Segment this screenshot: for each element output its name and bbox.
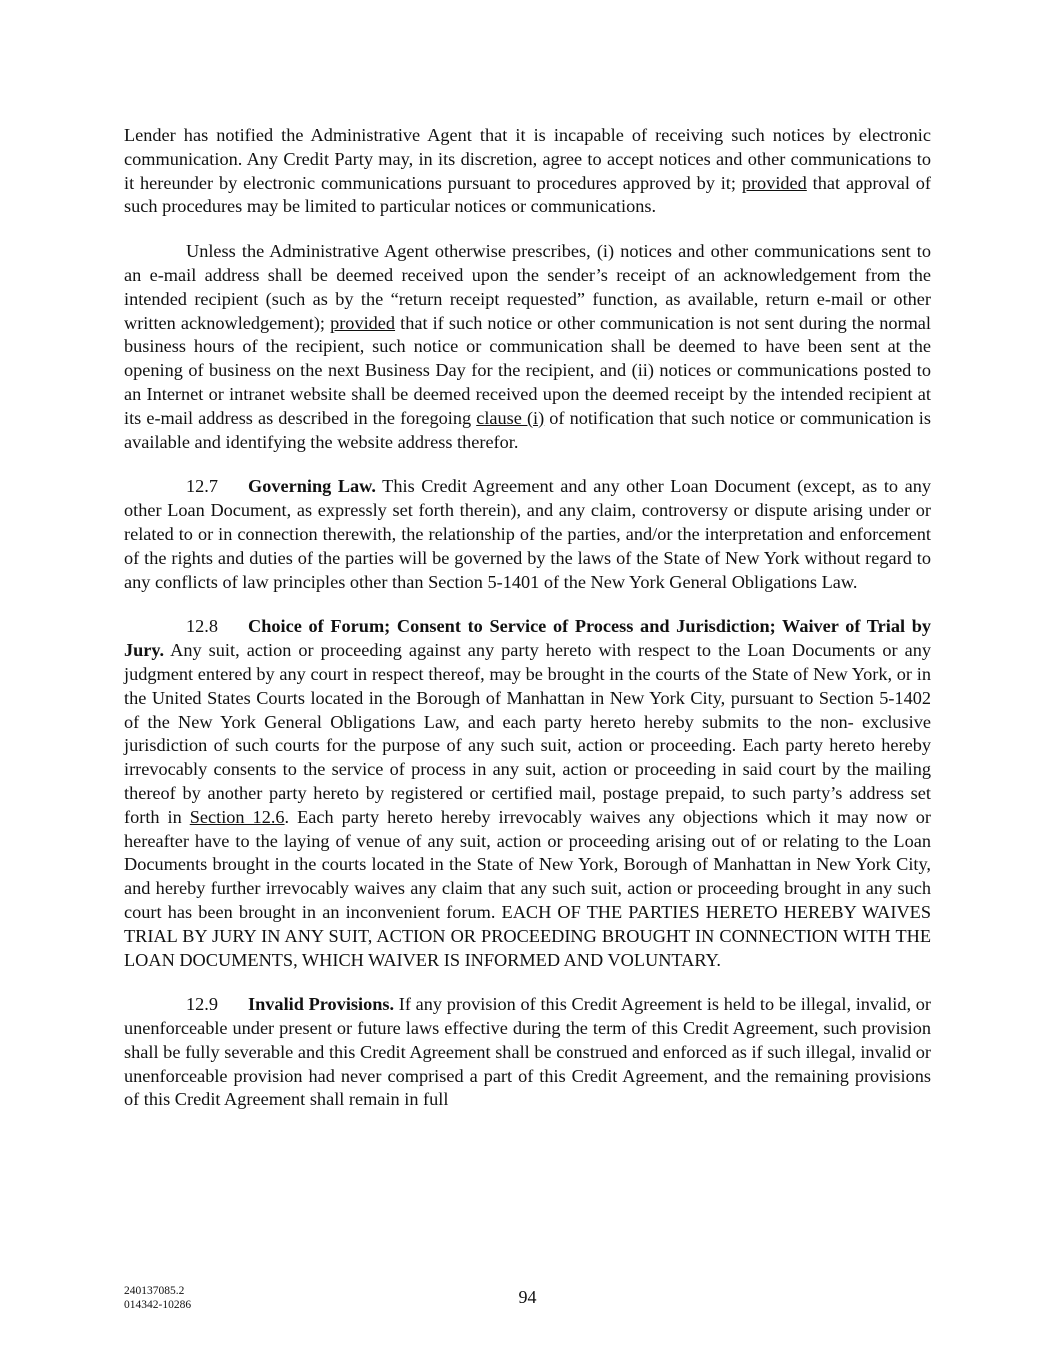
section-number: 12.9 <box>186 994 218 1015</box>
document-page <box>124 124 931 1133</box>
section-number: 12.7 <box>186 476 218 497</box>
section-12-9 <box>124 993 931 1112</box>
section-heading: Invalid Provisions. <box>248 994 395 1015</box>
paragraph-text: that approval of such procedures may be limited to particular notices or communications. <box>124 172 931 217</box>
provided-term: provided <box>741 172 807 193</box>
section-reference: Section 12.6 <box>189 806 285 827</box>
section-heading: Governing Law. <box>248 476 376 497</box>
paragraph-text: Lender has notified the Administrative Agent that it is incapable of receiving such notices by electronic communication. Any Credit Party may, in its discretion, agree to accept notices and other communications to it hereunder by electronic communications pursuant to procedures approved by it; <box>124 125 931 193</box>
clause-reference: clause (i) <box>476 407 545 428</box>
page-number: 94 <box>518 1287 537 1307</box>
paragraph-text: that if such notice or other communication is not sent during the normal business hours of the recipient, such notice or communication shall be deemed to have been sent at the opening of business on the next Business Day for the recipient, and (ii) notices or communications posted to an Internet or intranet website shall be deemed received upon the deemed receipt by the intended recipient at its e-mail address as described in the foregoing <box>124 312 931 428</box>
section-text: This Credit Agreement and any other Loan Document (except, as to any other Loan Document, as expressly set forth therein), and any claim, controversy or dispute arising under or related to or in connection therewith, the relationship of the parties, and/or the interpretation and enforcement of the rights and duties of the parties will be governed by the laws of the State of New York without regard to any conflicts of law principles other than Section 5-1401 of the New York General Obligations Law. <box>124 476 932 592</box>
section-12-8 <box>124 615 931 972</box>
section-text: If any provision of this Credit Agreement is held to be illegal, invalid, or unenforceable under present or future laws effective during the term of this Credit Agreement, such provision shall be fully severable and this Credit Agreement shall be construed and enforced as if such illegal, invalid or unenforceable provision had never comprised a part of this Credit Agreement, and the remaining provisions of this Credit Agreement shall remain in full <box>124 994 931 1110</box>
paragraph-text: of notification that such notice or communication is available and identifying the website address therefor. <box>124 407 931 452</box>
section-text: Any suit, action or proceeding against any party hereto with respect to the Loan Documents or any judgment entered by any court in respect thereof, may be brought in the courts of the State of New York, or in the United States Courts located in the Borough of Manhattan in New York City, pursuant to Section 5-1402 of the New York General Obligations Law, and each party hereto hereby submits to the non- exclusive jurisdiction of such courts for the purpose of any such suit, action or proceeding. Each party hereto hereby irrevocably consents to the service of process in any suit, action or proceeding in said court by the mailing thereof by another party hereto by registered or certified mail, postage prepaid, to such party’s address set forth in <box>124 640 931 827</box>
section-12-7 <box>124 475 931 594</box>
paragraph-text: Unless the Administrative Agent otherwise prescribes, (i) notices and other communications sent to an e-mail address shall be deemed received upon the sender’s receipt of an acknowledgement from the intended recipient (such as by the “return receipt requested” function, as available, return e-mail or other written acknowledgement); <box>124 241 931 333</box>
section-heading: Choice of Forum; Consent to Service of Process and Jurisdiction; Waiver of Trial by Jury. <box>124 616 931 661</box>
section-number: 12.8 <box>186 616 218 637</box>
provided-term: provided <box>330 312 396 333</box>
doc-id-line-1: 240137085.2 <box>124 1285 185 1297</box>
doc-id-line-2: 014342-10286 <box>124 1299 192 1311</box>
paragraph-email-receipt <box>124 240 931 454</box>
paragraph-electronic-notices-continued <box>124 124 931 219</box>
section-text: . Each party hereto hereby irrevocably waives any objections which it may now or hereafter have to the laying of venue of any suit, action or proceeding arising out of or relating to the Loan Documents brought in the courts located in the State of New York, Borough of Manhattan in New York City, and hereby further irrevocably waives any claim that any such suit, action or proceeding brought in any such court has been brought in an inconvenient forum. EACH OF THE PARTIES HERETO HEREBY WAIVES TRIAL BY JURY IN ANY SUIT, ACTION OR PROCEEDING BROUGHT IN CONNECTION WITH THE LOAN DOCUMENTS, WHICH WAIVER IS INFORMED AND VOLUNTARY. <box>124 806 931 970</box>
